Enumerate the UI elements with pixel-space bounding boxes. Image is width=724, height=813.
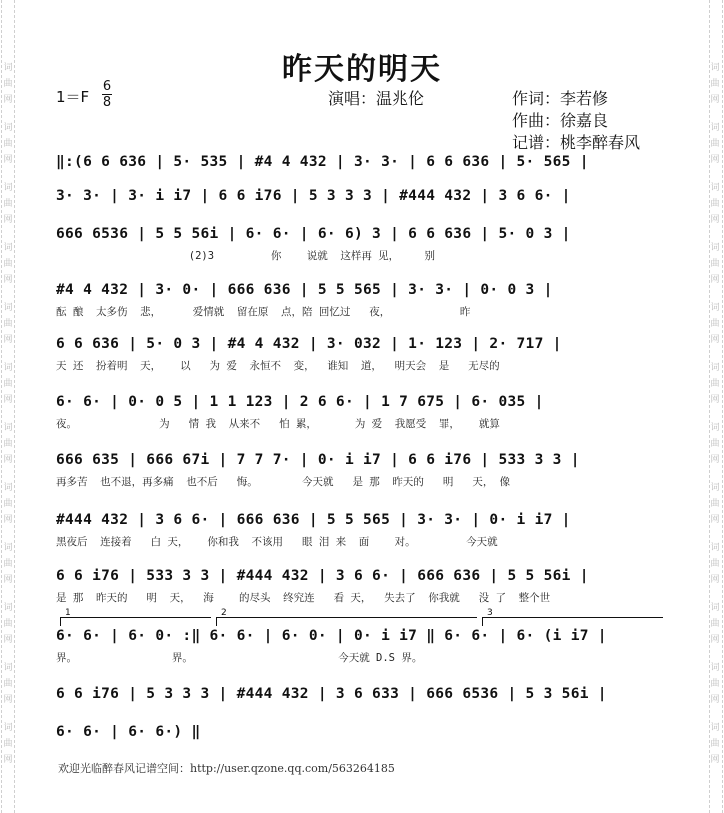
notation-line: #444 432 | 3 6 6· | 666 636 | 5 5 565 | 3· 3· | 0· i i7 | (56, 512, 571, 528)
meter-top: 6 (102, 79, 112, 94)
score-row (56, 154, 664, 180)
notation-line: 6 6 i76 | 5 3 3 3 | #444 432 | 3 6 633 | 666 6536 | 5 3 56i | (56, 686, 607, 702)
watermark-text: 词 曲 网 (3, 63, 13, 105)
watermark-text: 词 曲 网 (3, 363, 13, 405)
notation-line: 666 635 | 666 67i | 7 7 7· | 0· i i7 | 6 6 i76 | 533 3 3 | (56, 452, 580, 468)
notation-line: 3· 3· | 3· i i7 | 6 6 i76 | 5 3 3 3 | #444 432 | 3 6 6· | (56, 188, 571, 204)
notation-line: 6· 6· | 6· 0· :‖ 6· 6· | 6· 0· | 0· i i7 ‖ 6· 6· | 6· (i i7 | (56, 628, 607, 644)
score-row (56, 226, 664, 262)
watermark-text: 词 曲 网 (3, 243, 13, 285)
watermark-text: 词 曲 网 (3, 303, 13, 345)
watermark-text: 词 曲 网 (3, 483, 13, 525)
composer-credit: 作曲：徐嘉良 (512, 111, 609, 130)
score-row (56, 394, 664, 430)
watermark-text: 词 曲 网 (3, 183, 13, 225)
notation-line: ‖:(6 6 636 | 5· 535 | #4 4 432 | 3· 3· | 6 6 636 | 5· 565 | (56, 154, 589, 170)
lyric-line: 黑夜后 连接着 白 天， 你和我 不该用 眼 泪 来 面 对。 今天就 (56, 536, 498, 548)
watermark-text: 词 曲 网 (3, 603, 13, 645)
watermark-text: 词 曲 网 (3, 543, 13, 585)
ending-bracket-2: 2 (216, 617, 477, 626)
score-row (56, 512, 664, 548)
watermark-text: 词 曲 网 (3, 723, 13, 765)
score-row (56, 452, 664, 488)
ending-bracket-1: 1 (60, 617, 211, 626)
watermark-text: 词 曲 网 (710, 723, 720, 765)
watermark-text: 词 曲 网 (3, 123, 13, 165)
lyric-line: 酝 酿 太多伤 悲， 爱情就 留在原 点，陪 回忆过 夜， 昨 (56, 306, 471, 318)
watermark-text: 词 曲 网 (710, 363, 720, 405)
watermark-text: 词 曲 网 (710, 243, 720, 285)
score-row (56, 628, 664, 664)
watermark-text: 词 曲 网 (3, 423, 13, 465)
lyric-line: 是 那 昨天的 明 天， 海 的尽头 终究连 看 天， 失去了 你我就 没 了 整个世 (56, 592, 551, 604)
song-title: 昨天的明天 (282, 52, 442, 87)
watermark-text: 词 曲 网 (710, 303, 720, 345)
lyric-line: 再多苦 也不退，再多痛 也不后 悔。 今天就 是 那 昨天的 明 天， 像 (56, 476, 511, 488)
lyric-line: 夜。 为 情 我 从来不 怕 累， 为 爱 我愿受 罪， 就算 (56, 418, 500, 430)
watermark-text: 词 曲 网 (710, 123, 720, 165)
score-row (56, 568, 664, 604)
watermark-text: 词 曲 网 (710, 603, 720, 645)
score-row (56, 188, 664, 214)
watermark-text: 词 曲 网 (3, 663, 13, 705)
notation-line: 6 6 i76 | 533 3 3 | #444 432 | 3 6 6· | 666 636 | 5 5 56i | (56, 568, 589, 584)
watermark-text: 词 曲 网 (710, 63, 720, 105)
key-signature: 1＝F (56, 88, 90, 106)
notation-line: 6 6 636 | 5· 0 3 | #4 4 432 | 3· 032 | 1· 123 | 2· 717 | (56, 336, 562, 352)
meter-bottom: 8 (102, 95, 112, 110)
watermark-text: 词 曲 网 (710, 483, 720, 525)
notation-line: #4 4 432 | 3· 0· | 666 636 | 5 5 565 | 3· 3· | 0· 0 3 | (56, 282, 553, 298)
lyricist-credit: 作词：李若修 (512, 89, 609, 108)
notation-line: 6· 6· | 0· 0 5 | 1 1 123 | 2 6 6· | 1 7 675 | 6· 035 | (56, 394, 544, 410)
lyric-line: 界。 界。 今天就 D.S 界。 (56, 652, 423, 664)
transcriber-credit: 记谱：桃李醉春风 (512, 133, 641, 152)
score-row (56, 724, 664, 750)
lyric-line: 天 还 扮着明 天， 以 为 爱 永恒不 变， 谁知 道， 明天会 是 无尽的 (56, 360, 500, 372)
footer-credit: 欢迎光临醉春风记谱空间：http://user.qzone.qq.com/563264185 (58, 762, 395, 775)
watermark-text: 词 曲 网 (710, 183, 720, 225)
time-signature (102, 80, 112, 109)
watermark-text: 词 曲 网 (710, 423, 720, 465)
score-row (56, 686, 664, 712)
watermark-text: 词 曲 网 (710, 663, 720, 705)
score-row (56, 282, 664, 318)
score-row (56, 336, 664, 372)
lyric-line: (2)3 你 说就 这样再 见， 别 (56, 250, 435, 262)
notation-line: 6· 6· | 6· 6·) ‖ (56, 724, 201, 740)
ending-bracket-3: 3 (482, 617, 663, 626)
watermark-text: 词 曲 网 (710, 543, 720, 585)
notation-line: 666 6536 | 5 5 56i | 6· 6· | 6· 6) 3 | 6 6 636 | 5· 0 3 | (56, 226, 571, 242)
singer-credit: 演唱：温兆伦 (328, 89, 425, 108)
